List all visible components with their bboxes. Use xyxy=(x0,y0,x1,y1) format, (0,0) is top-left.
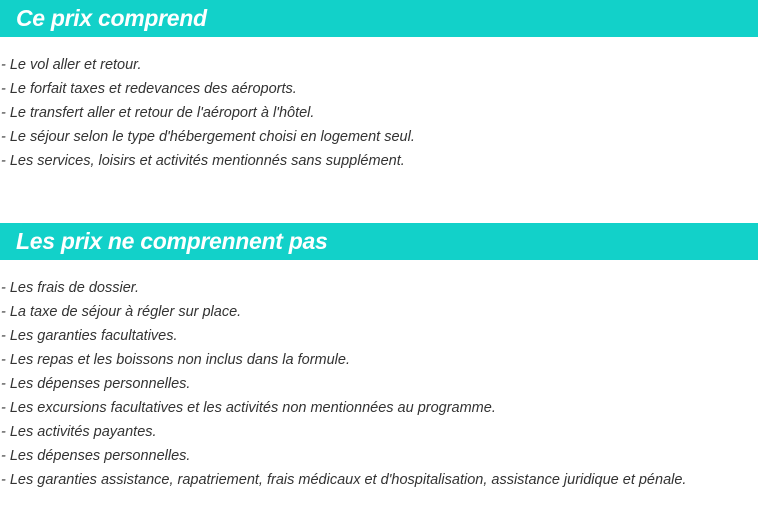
list-item: - Le forfait taxes et redevances des aéroports. xyxy=(1,81,297,97)
price-excludes-header xyxy=(0,223,758,260)
list-item: - Les services, loisirs et activités mentionnés sans supplément. xyxy=(1,153,405,169)
price-excludes-title: Les prix ne comprennent pas xyxy=(16,228,328,254)
list-item: - Les garanties facultatives. xyxy=(1,328,178,344)
list-item: - Les garanties assistance, rapatriement, frais médicaux et d'hospitalisation, assistance juridique et pénale. xyxy=(1,472,687,488)
price-excludes-section xyxy=(0,223,758,492)
list-item: - Le séjour selon le type d'hébergement choisi en logement seul. xyxy=(1,129,415,145)
list-item: - La taxe de séjour à régler sur place. xyxy=(1,304,242,320)
list-item: - Les dépenses personnelles. xyxy=(1,376,191,392)
price-includes-list xyxy=(0,53,758,173)
list-item: - Le vol aller et retour. xyxy=(1,57,142,73)
list-item: - Les excursions facultatives et les activités non mentionnées au programme. xyxy=(1,400,496,416)
price-excludes-list xyxy=(0,276,758,492)
list-item: - Les activités payantes. xyxy=(1,424,157,440)
price-includes-title: Ce prix comprend xyxy=(16,5,207,31)
list-item: - Les repas et les boissons non inclus dans la formule. xyxy=(1,352,350,368)
price-includes-header xyxy=(0,0,758,37)
list-item: - Les dépenses personnelles. xyxy=(1,448,191,464)
list-item: - Le transfert aller et retour de l'aéroport à l'hôtel. xyxy=(1,105,315,121)
price-includes-section xyxy=(0,0,758,173)
list-item: - Les frais de dossier. xyxy=(1,280,140,296)
